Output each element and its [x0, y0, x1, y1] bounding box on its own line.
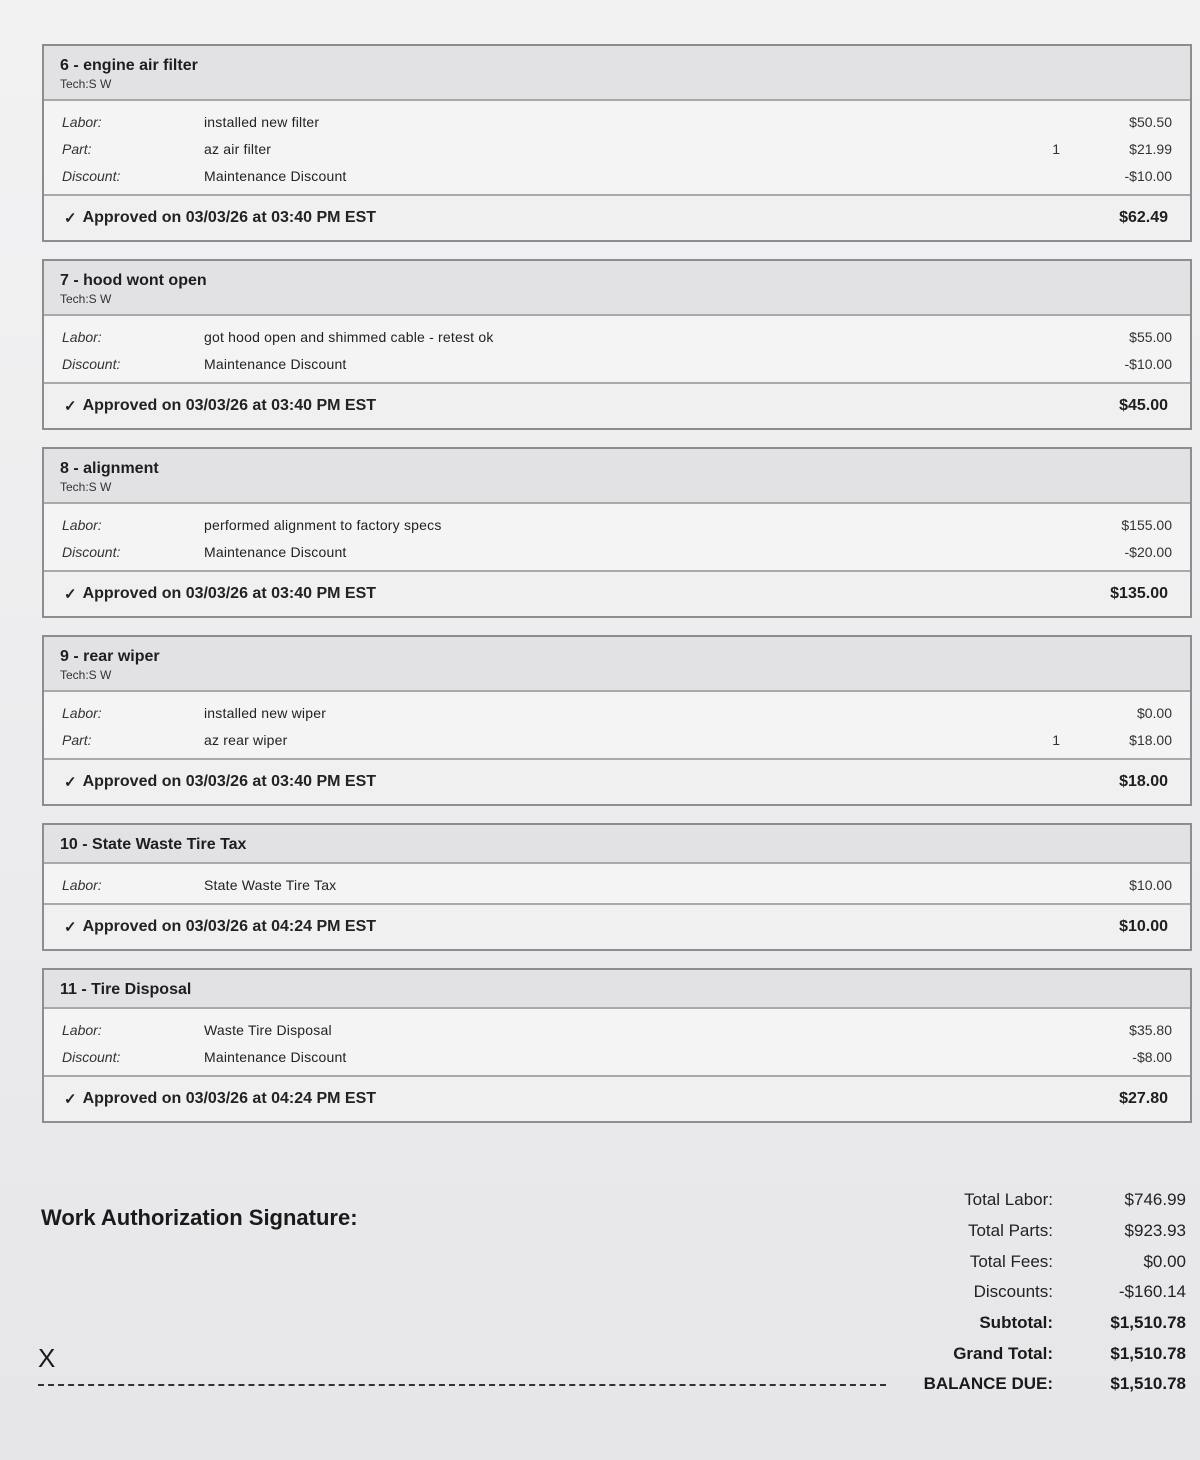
totals-label: Grand Total: — [953, 1343, 1053, 1363]
job-header — [44, 46, 1190, 101]
line-amount: $155.00 — [1121, 516, 1172, 533]
approval-status: Approved on 03/03/26 at 03:40 PM EST — [82, 585, 377, 602]
job-title: 11 - Tire Disposal — [60, 981, 192, 998]
totals-label: Subtotal: — [979, 1313, 1053, 1333]
check-icon: ✓ — [64, 586, 77, 603]
totals-value: $746.99 — [1124, 1190, 1186, 1210]
line-item — [44, 323, 1190, 350]
line-amount: $0.00 — [1136, 704, 1172, 721]
line-item — [44, 511, 1190, 538]
job-lines — [44, 316, 1190, 382]
line-type: Discount: — [62, 355, 121, 372]
line-type: Labor: — [62, 328, 102, 345]
line-quantity: 1 — [1052, 140, 1060, 157]
totals-value: $0.00 — [1143, 1251, 1186, 1271]
line-item — [44, 1016, 1190, 1043]
approval-status: Approved on 03/03/26 at 03:40 PM EST — [82, 397, 377, 414]
line-type: Labor: — [62, 1021, 102, 1038]
line-type: Labor: — [62, 113, 102, 130]
job-header — [44, 261, 1190, 316]
job-list — [42, 44, 1192, 1140]
job-lines — [44, 101, 1190, 194]
totals-row — [900, 1338, 1190, 1369]
job-title: 9 - rear wiper — [60, 648, 160, 665]
job-footer — [44, 570, 1190, 616]
line-amount: -$10.00 — [1124, 355, 1172, 372]
line-quantity: 1 — [1052, 731, 1060, 748]
job-lines — [44, 692, 1190, 758]
line-type: Part: — [62, 731, 92, 748]
check-icon: ✓ — [64, 210, 77, 227]
totals-label: Discounts: — [973, 1282, 1053, 1302]
line-amount: $35.80 — [1129, 1021, 1172, 1038]
line-description: Waste Tire Disposal — [204, 1021, 332, 1038]
job-card — [42, 823, 1192, 951]
job-card — [42, 44, 1192, 242]
line-amount: -$10.00 — [1124, 167, 1172, 184]
totals-label: Total Fees: — [969, 1251, 1053, 1271]
line-description: installed new wiper — [204, 704, 327, 721]
job-lines — [44, 864, 1190, 903]
approval-status: Approved on 03/03/26 at 04:24 PM EST — [82, 1090, 377, 1107]
totals-row — [900, 1369, 1190, 1400]
totals-summary — [900, 1185, 1190, 1400]
job-total: $62.49 — [1119, 209, 1168, 226]
line-item — [44, 871, 1190, 898]
job-footer — [44, 194, 1190, 240]
totals-row — [900, 1246, 1190, 1277]
job-header — [44, 970, 1190, 1009]
line-item — [44, 108, 1190, 135]
job-card — [42, 968, 1192, 1123]
line-amount: -$20.00 — [1124, 543, 1172, 560]
line-description: Maintenance Discount — [204, 543, 347, 560]
line-type: Discount: — [62, 167, 121, 184]
line-type: Labor: — [62, 876, 102, 893]
line-amount: $10.00 — [1129, 876, 1172, 893]
totals-value: $1,510.78 — [1110, 1343, 1186, 1363]
line-description: got hood open and shimmed cable - retest ok — [204, 328, 494, 345]
line-description: Maintenance Discount — [204, 355, 347, 372]
check-icon: ✓ — [64, 919, 77, 936]
check-icon: ✓ — [64, 774, 77, 791]
line-item — [44, 726, 1190, 753]
job-tech: Tech:S W — [60, 480, 112, 494]
line-item — [44, 135, 1190, 162]
job-footer — [44, 903, 1190, 949]
job-title: 7 - hood wont open — [60, 272, 207, 289]
totals-label: Total Parts: — [967, 1221, 1053, 1241]
line-description: az rear wiper — [204, 731, 288, 748]
check-icon: ✓ — [64, 1091, 77, 1108]
signature-mark: X — [38, 1343, 56, 1373]
totals-label: Total Labor: — [964, 1190, 1053, 1210]
totals-row — [900, 1277, 1190, 1308]
totals-value: -$160.14 — [1118, 1282, 1186, 1302]
approval-status: Approved on 03/03/26 at 03:40 PM EST — [82, 773, 377, 790]
totals-value: $1,510.78 — [1110, 1313, 1186, 1333]
totals-value: $1,510.78 — [1110, 1374, 1186, 1394]
line-item — [44, 350, 1190, 377]
job-card — [42, 635, 1192, 806]
job-total: $135.00 — [1110, 585, 1168, 602]
totals-value: $923.93 — [1124, 1221, 1186, 1241]
approval-status: Approved on 03/03/26 at 03:40 PM EST — [82, 209, 377, 226]
job-header — [44, 637, 1190, 692]
line-type: Discount: — [62, 1048, 121, 1065]
approval-status: Approved on 03/03/26 at 04:24 PM EST — [82, 918, 377, 935]
job-card — [42, 259, 1192, 430]
job-tech: Tech:S W — [60, 668, 112, 682]
job-tech: Tech:S W — [60, 77, 112, 91]
job-lines — [44, 504, 1190, 570]
line-description: installed new filter — [204, 113, 320, 130]
check-icon: ✓ — [64, 398, 77, 415]
job-total: $10.00 — [1119, 918, 1168, 935]
signature-title: Work Authorization Signature: — [41, 1205, 358, 1230]
line-amount: $21.99 — [1129, 140, 1172, 157]
job-total: $27.80 — [1119, 1090, 1168, 1107]
line-type: Labor: — [62, 516, 102, 533]
totals-row — [900, 1216, 1190, 1247]
job-footer — [44, 758, 1190, 804]
job-header — [44, 449, 1190, 504]
job-title: 6 - engine air filter — [60, 57, 198, 74]
job-total: $45.00 — [1119, 397, 1168, 414]
job-total: $18.00 — [1119, 773, 1168, 790]
line-description: az air filter — [204, 140, 272, 157]
job-header — [44, 825, 1190, 864]
line-item — [44, 162, 1190, 189]
line-description: performed alignment to factory specs — [204, 516, 442, 533]
job-title: 8 - alignment — [60, 460, 159, 477]
line-amount: $50.50 — [1129, 113, 1172, 130]
line-amount: $18.00 — [1129, 731, 1172, 748]
job-title: 10 - State Waste Tire Tax — [60, 836, 247, 853]
job-footer — [44, 382, 1190, 428]
line-description: State Waste Tire Tax — [204, 876, 337, 893]
line-item — [44, 538, 1190, 565]
line-item — [44, 1043, 1190, 1070]
signature-line[interactable] — [38, 1384, 886, 1386]
line-description: Maintenance Discount — [204, 167, 347, 184]
line-amount: -$8.00 — [1132, 1048, 1172, 1065]
totals-row — [900, 1308, 1190, 1339]
job-lines — [44, 1009, 1190, 1075]
line-type: Discount: — [62, 543, 121, 560]
job-footer — [44, 1075, 1190, 1121]
line-item — [44, 699, 1190, 726]
line-amount: $55.00 — [1129, 328, 1172, 345]
line-type: Labor: — [62, 704, 102, 721]
job-tech: Tech:S W — [60, 292, 112, 306]
totals-label: BALANCE DUE: — [923, 1374, 1053, 1394]
job-card — [42, 447, 1192, 618]
line-type: Part: — [62, 140, 92, 157]
line-description: Maintenance Discount — [204, 1048, 347, 1065]
totals-row — [900, 1185, 1190, 1216]
